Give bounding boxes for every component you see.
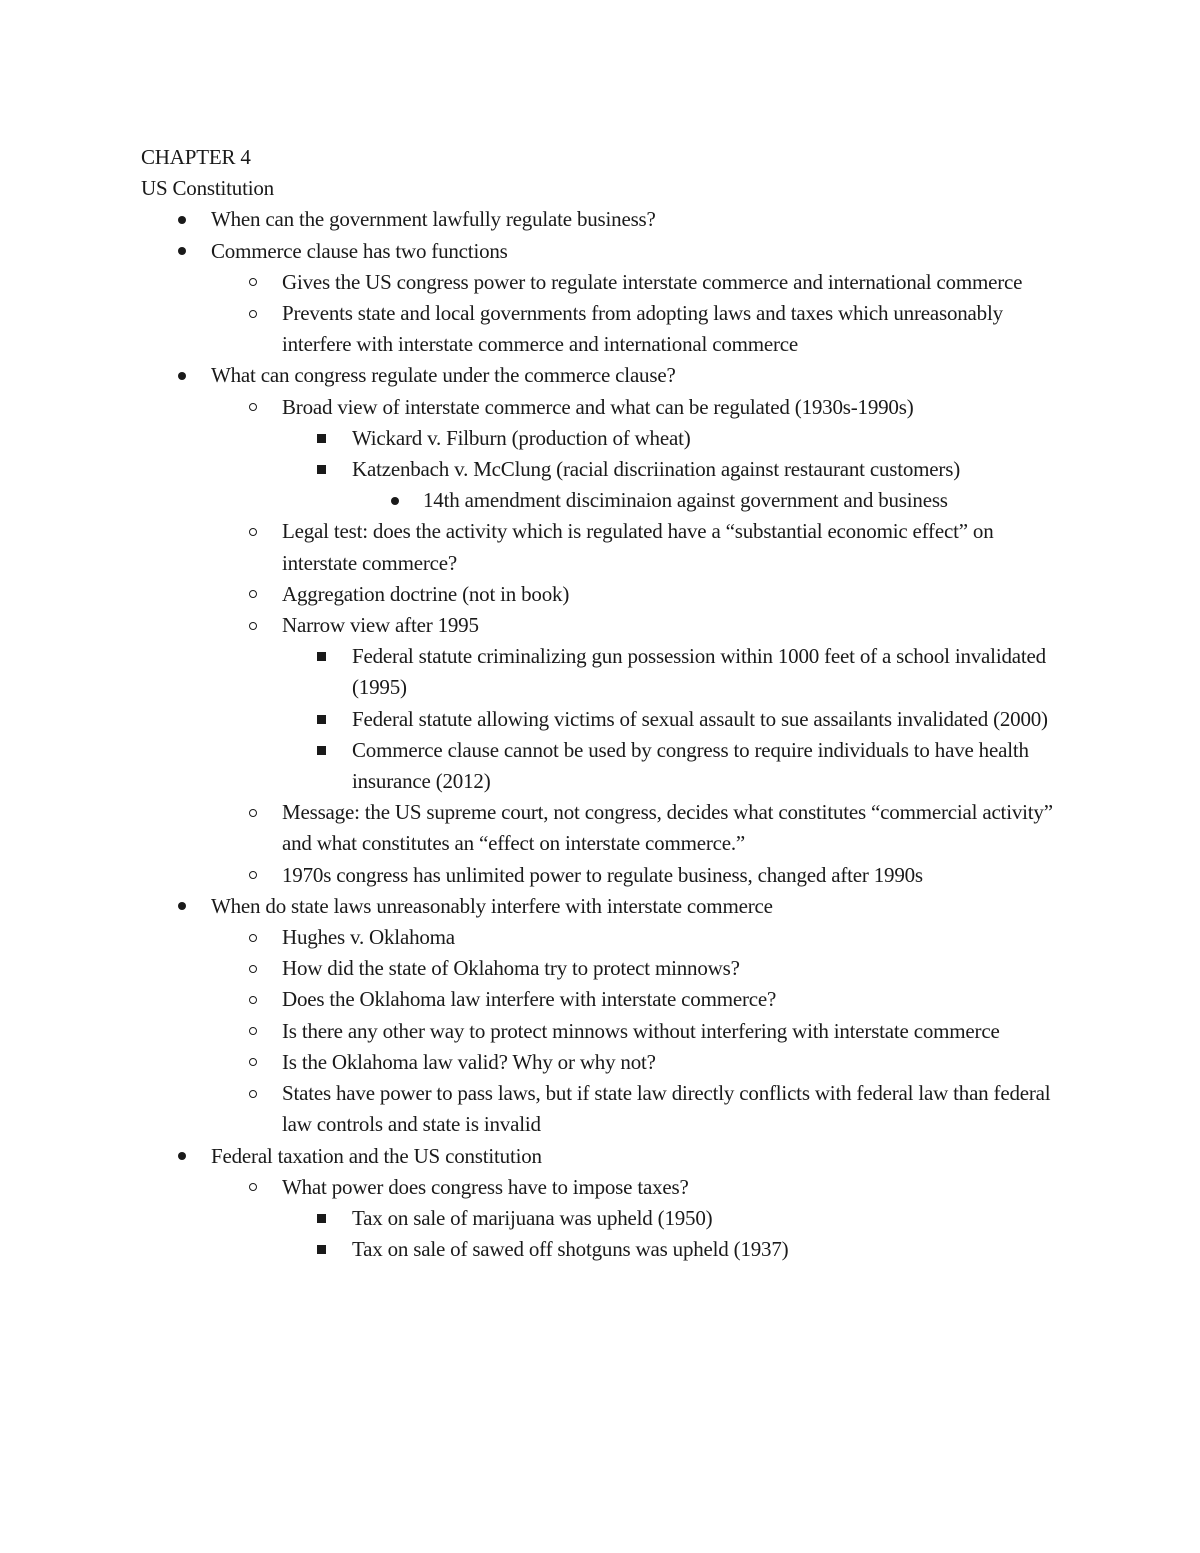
square-bullet-icon	[317, 704, 326, 735]
list-item: Legal test: does the activity which is regulated have a “substantial economic effect” on interstate commerce?	[141, 516, 1071, 578]
list-item: Wickard v. Filburn (production of wheat)	[141, 423, 1071, 454]
filled-bullet-icon	[391, 485, 399, 516]
filled-bullet-icon	[178, 236, 186, 267]
list-item: How did the state of Oklahoma try to protect minnows?	[141, 953, 1071, 984]
list-item: When can the government lawfully regulate business?	[141, 204, 1071, 235]
hollow-bullet-icon	[249, 610, 257, 641]
square-bullet-icon	[317, 641, 326, 672]
square-bullet-icon	[317, 1203, 326, 1234]
hollow-bullet-icon	[249, 1047, 257, 1078]
section-title: US Constitution	[141, 176, 274, 201]
list-item: What power does congress have to impose taxes?	[141, 1172, 1071, 1203]
list-item: When do state laws unreasonably interfere with interstate commerce	[141, 891, 1071, 922]
hollow-bullet-icon	[249, 516, 257, 547]
list-item: Message: the US supreme court, not congress, decides what constitutes “commercial activity” and what constitutes an “effect on interstate commerce.”	[141, 797, 1071, 859]
hollow-bullet-icon	[249, 579, 257, 610]
hollow-bullet-icon	[249, 953, 257, 984]
hollow-bullet-icon	[249, 1078, 257, 1109]
hollow-bullet-icon	[249, 797, 257, 828]
list-item: Is the Oklahoma law valid? Why or why not?	[141, 1047, 1071, 1078]
hollow-bullet-icon	[249, 860, 257, 891]
list-item: What can congress regulate under the commerce clause?	[141, 360, 1071, 391]
list-item: Does the Oklahoma law interfere with interstate commerce?	[141, 984, 1071, 1015]
list-item: Prevents state and local governments from adopting laws and taxes which unreasonably interfere with interstate commerce and international commerce	[141, 298, 1071, 360]
square-bullet-icon	[317, 735, 326, 766]
list-item: Federal statute criminalizing gun possession within 1000 feet of a school invalidated (1995)	[141, 641, 1071, 703]
chapter-title: CHAPTER 4	[141, 145, 251, 169]
square-bullet-icon	[317, 423, 326, 454]
hollow-bullet-icon	[249, 392, 257, 423]
list-item: Tax on sale of sawed off shotguns was upheld (1937)	[141, 1234, 1071, 1265]
list-item: Broad view of interstate commerce and what can be regulated (1930s-1990s)	[141, 392, 1071, 423]
list-item: Gives the US congress power to regulate interstate commerce and international commerce	[141, 267, 1071, 298]
filled-bullet-icon	[178, 360, 186, 391]
notes-body	[141, 142, 1071, 1265]
list-item: Federal statute allowing victims of sexual assault to sue assailants invalidated (2000)	[141, 704, 1071, 735]
list-item: Narrow view after 1995	[141, 610, 1071, 641]
list-item: Commerce clause cannot be used by congress to require individuals to have health insurance (2012)	[141, 735, 1071, 797]
list-item: Tax on sale of marijuana was upheld (1950)	[141, 1203, 1071, 1234]
filled-bullet-icon	[178, 204, 186, 235]
list-item: Commerce clause has two functions	[141, 236, 1071, 267]
hollow-bullet-icon	[249, 984, 257, 1015]
filled-bullet-icon	[178, 1141, 186, 1172]
hollow-bullet-icon	[249, 298, 257, 329]
hollow-bullet-icon	[249, 922, 257, 953]
list-item: Federal taxation and the US constitution	[141, 1141, 1071, 1172]
square-bullet-icon	[317, 1234, 326, 1265]
list-item: States have power to pass laws, but if state law directly conflicts with federal law than federal law controls and state is invalid	[141, 1078, 1071, 1140]
hollow-bullet-icon	[249, 1016, 257, 1047]
square-bullet-icon	[317, 454, 326, 485]
list-item: Hughes v. Oklahoma	[141, 922, 1071, 953]
list-item: 1970s congress has unlimited power to regulate business, changed after 1990s	[141, 860, 1071, 891]
hollow-bullet-icon	[249, 267, 257, 298]
list-item: Katzenbach v. McClung (racial discriination against restaurant customers)	[141, 454, 1071, 485]
list-item: Aggregation doctrine (not in book)	[141, 579, 1071, 610]
hollow-bullet-icon	[249, 1172, 257, 1203]
list-item: 14th amendment disciminaion against government and business	[141, 485, 1071, 516]
filled-bullet-icon	[178, 891, 186, 922]
list-item: Is there any other way to protect minnows without interfering with interstate commerce	[141, 1016, 1071, 1047]
